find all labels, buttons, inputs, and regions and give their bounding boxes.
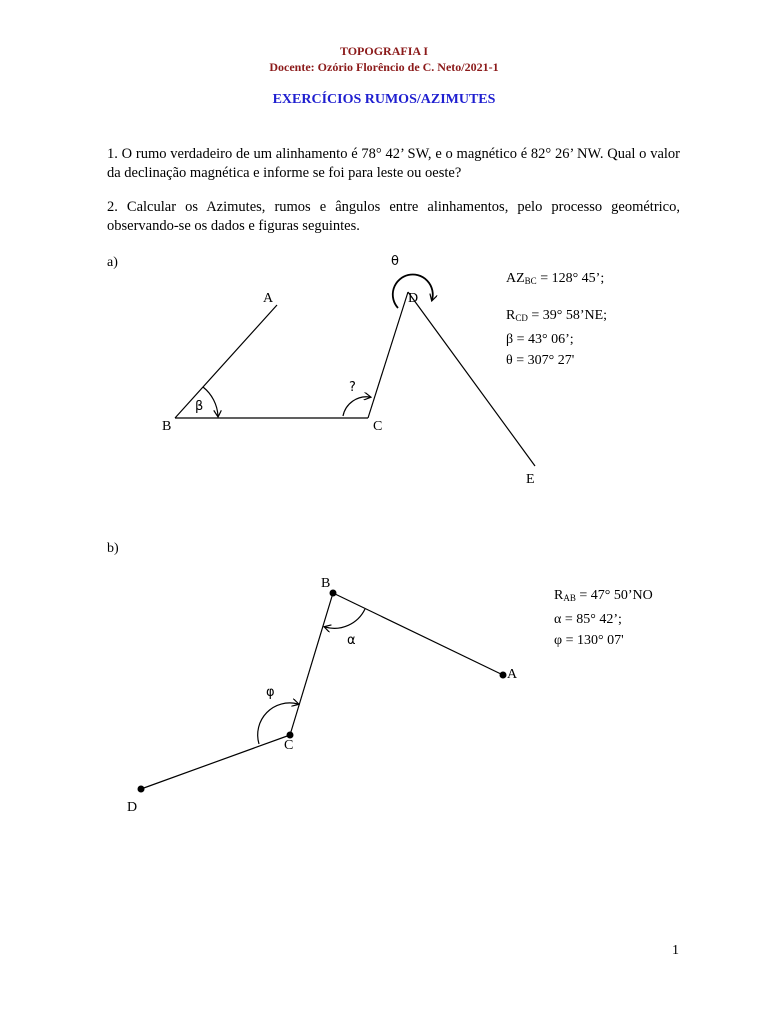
- point-c-label: C: [373, 419, 383, 434]
- point-e-label: E: [526, 472, 535, 487]
- course-title: TOPOGRAFIA I: [339, 44, 429, 58]
- line-cd-b: [141, 735, 290, 789]
- line-ba-b: [333, 593, 503, 675]
- point-b-label-b: B: [321, 576, 331, 591]
- point-a-label: A: [263, 291, 274, 306]
- point-d-label-b: D: [127, 800, 138, 815]
- bearing-ab: $R_{AB} = 47^\circ$ 50’NO: [554, 588, 653, 603]
- figure-b-given: [554, 585, 653, 651]
- figure-b-label: b): [107, 541, 119, 556]
- alpha-arc: [325, 609, 365, 628]
- phi-symbol: φ: [266, 685, 275, 700]
- theta-symbol: θ: [391, 254, 399, 269]
- point-b-dot: [330, 590, 337, 597]
- point-d-dot: [138, 786, 145, 793]
- point-b-label: B: [162, 419, 172, 434]
- theta-value: θ = 307° 27': [506, 353, 575, 368]
- page-title: EXERCÍCIOS RUMOS/AZIMUTES: [272, 92, 496, 107]
- bearing-cd: $R_{CD} = 39^\circ$ 58’NE;: [506, 308, 608, 323]
- unknown-angle-symbol: ?: [349, 380, 356, 395]
- point-a-label-b: A: [507, 667, 518, 682]
- alpha-symbol: α: [347, 633, 356, 648]
- point-d-label: D: [408, 291, 419, 306]
- line-bc-b: [290, 593, 333, 735]
- beta-value: β = 43° 06’;: [506, 332, 574, 347]
- alpha-value: α = 85° 42’;: [554, 612, 622, 627]
- teacher-line: Docente: Ozório Florêncio de C. Neto/2021-1: [269, 60, 499, 74]
- figure-a-label: a): [107, 255, 118, 270]
- page-number: 1: [672, 943, 679, 958]
- point-c-label-b: C: [284, 738, 294, 753]
- beta-symbol: β: [195, 399, 204, 414]
- question-1: 1. O rumo verdadeiro de um alinhamento é 78° 42’ SW, e o magnético é 82° 26’ NW. Qual o valor da declinação magnética e informe se foi para leste ou oeste?: [107, 146, 680, 181]
- phi-value: φ = 130° 07': [554, 633, 624, 648]
- point-a-dot: [500, 672, 507, 679]
- azimuth-bc: $AZ_{BC} = 128^\circ$ 45’;: [506, 271, 605, 286]
- question-2: 2. Calcular os Azimutes, rumos e ângulos entre alinhamentos, pelo processo geométrico, observando-se os dados e figuras seguintes.: [107, 199, 680, 234]
